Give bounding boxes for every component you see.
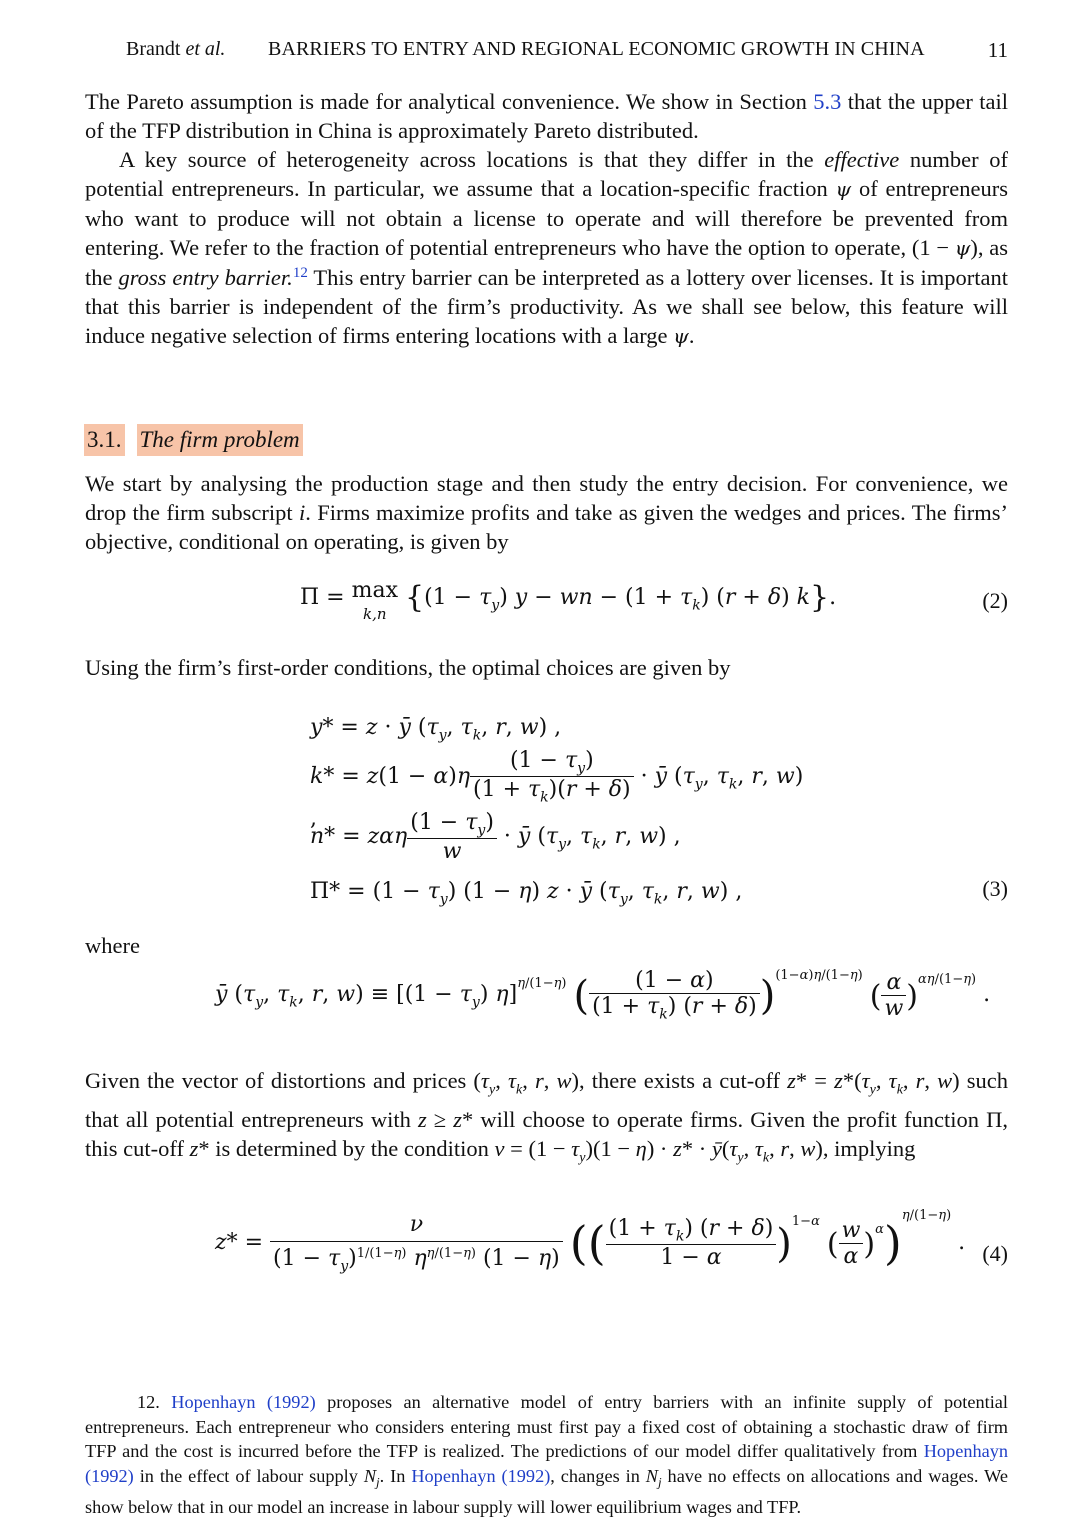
paragraph-cutoff: Given the vector of distortions and prices ($\tau_y$, $\tau_k$, r, w), there exists a cut-off $z* = z*(\tau_y$, $\tau_k$, r, w) such that all potential entrepreneurs with z ≥ z* will choose to operate firms. Given the profit function Π, this cut-off z* is determined by the condition $\nu = (1 - \tau_y)(1 - \eta) \cdot z*$ · $ȳ(\tau_y$, $\tau_k$, r, w), implying (85, 1068, 1009, 1165)
footnote-12-link[interactable]: 12 (292, 265, 308, 281)
header-authors: Brandt et al. (126, 38, 226, 60)
running-header (126, 38, 1008, 66)
equation-2: Π = max k,n {$(1 - \tau_y)$ y − wn − $(1 + \tau_k)$ (r + δ) k}. (300, 578, 837, 623)
paragraph-first-order: Using the firm’s first-order conditions, the optimal choices are given by (85, 655, 731, 680)
equation-ybar-definition: ȳ ($\tau_y$, $\tau_k$, r, $w) \equiv [(1 - \tau_y)$ η]$^{\eta/(1-\eta)}$ ( $\frac{(1 - \alpha)}{(1 + \tau_k) (r + \delta)}$ )$^{(1-\alpha)\eta/(1-\eta)}$ ( $\frac{\alpha}{w}$ )$^{\alpha\eta/(1-\eta)}$ . (215, 968, 991, 1023)
footnote-12: 12. Hopenhayn (1992) proposes an alternative model of entry barriers with an infinite supply of potential entrepreneurs. Each entrepreneur who considers entering must first pay a fixed cost of obtaining a stochastic draw of firm TFP and the cost is incurred before the TFP is realized. The predictions of our model differ qualitatively from Hopenhayn (1992) in the effect of labour supply $N_j$. In Hopenhayn (1992), changes in $N_j$ have no effects on allocations and wages. We show below that in our model an increase in labour supply will lower equilibrium wages and TFP. (85, 1392, 1008, 1517)
section-number: 3.1. (84, 424, 125, 456)
equation-2-number: (2) (982, 588, 1008, 613)
equation-4-number: (4) (982, 1241, 1008, 1266)
paragraph-heterogeneity: A key source of heterogeneity across locations is that they differ in the effective number of potential entrepreneurs. In particular, we assume that a location-specific fraction ψ of entrepreneurs who want to produce will not obtain a license to operate and will therefore be prevented from entering. We refer to the fraction of potential entrepreneurs who have the option to operate, (1 − ψ), as the gross entry barrier.$^{12}$ This entry barrier can be interpreted as a lottery over licenses. It is important that this barrier is independent of the firm’s productivity. As we shall see below, this feature will induce negative selection of firms entering locations with a large ψ. (85, 147, 1008, 348)
where-label: where (85, 933, 140, 958)
equation-4: z* = $\frac{\nu}{(1 - \tau_y)^{1/(1-\eta)} \eta^{\eta/(1-\eta)} (1 - \eta)}$ (( $\frac{(1 + \tau_k) (r + \delta)}{1 - \alpha}$ )$^{1-\alpha}$ ( $\frac{w}{\alpha}$ )$^\alpha$)$^{\eta/(1-\eta)}$ . (215, 1208, 966, 1275)
hopenhayn-1992-link[interactable]: Hopenhayn (1992) (171, 1392, 316, 1412)
eq3-line-k: k* = z(1 − α)η $\frac{(1 - \tau_y)}{(1 + \tau_k)(r + \delta)}$ · ȳ ($\tau_y$, $\tau_k$, r, w) , (310, 748, 804, 831)
equation-3-number: (3) (982, 876, 1008, 901)
eq3-line-pi: $\Pi* = (1 - \tau_y)$ (1 − η) z · ȳ ($\tau_y$, $\tau_k$, r, w) , (310, 879, 743, 908)
section-heading (84, 424, 303, 456)
paragraph-production: We start by analysing the production stage and then study the entry decision. For convenience, we drop the firm subscript i. Firms maximize profits and take as given the wedges and prices. The firms’ objective, conditional on operating, is given by (85, 471, 1008, 554)
intro-paragraphs (85, 87, 1008, 351)
eq3-line-y: y* = z · ȳ ($\tau_y$, $\tau_k$, r, w) , (310, 715, 562, 744)
hopenhayn-1992-link[interactable]: Hopenhayn (1992) (411, 1465, 551, 1486)
hopenhayn-1992-link[interactable]: Hopenhayn (1992) (85, 1441, 1008, 1486)
eq3-line-n: n* = zαη $\frac{(1 - \tau_y)}{w}$ · ȳ ($\tau_y$, $\tau_k$, r, w) , (310, 810, 681, 865)
header-running-title: BARRIERS TO ENTRY AND REGIONAL ECONOMIC GROWTH IN CHINA (268, 38, 925, 60)
section-5-3-link[interactable]: 5.3 (813, 89, 842, 114)
paragraph-pareto: The Pareto assumption is made for analytical convenience. We show in Section 5.3 that the upper tail of the TFP distribution in China is approximately Pareto distributed. (85, 89, 1009, 143)
equation-3-block (310, 708, 810, 912)
page-number: 11 (987, 38, 1008, 62)
section-title: The firm problem (137, 424, 303, 456)
